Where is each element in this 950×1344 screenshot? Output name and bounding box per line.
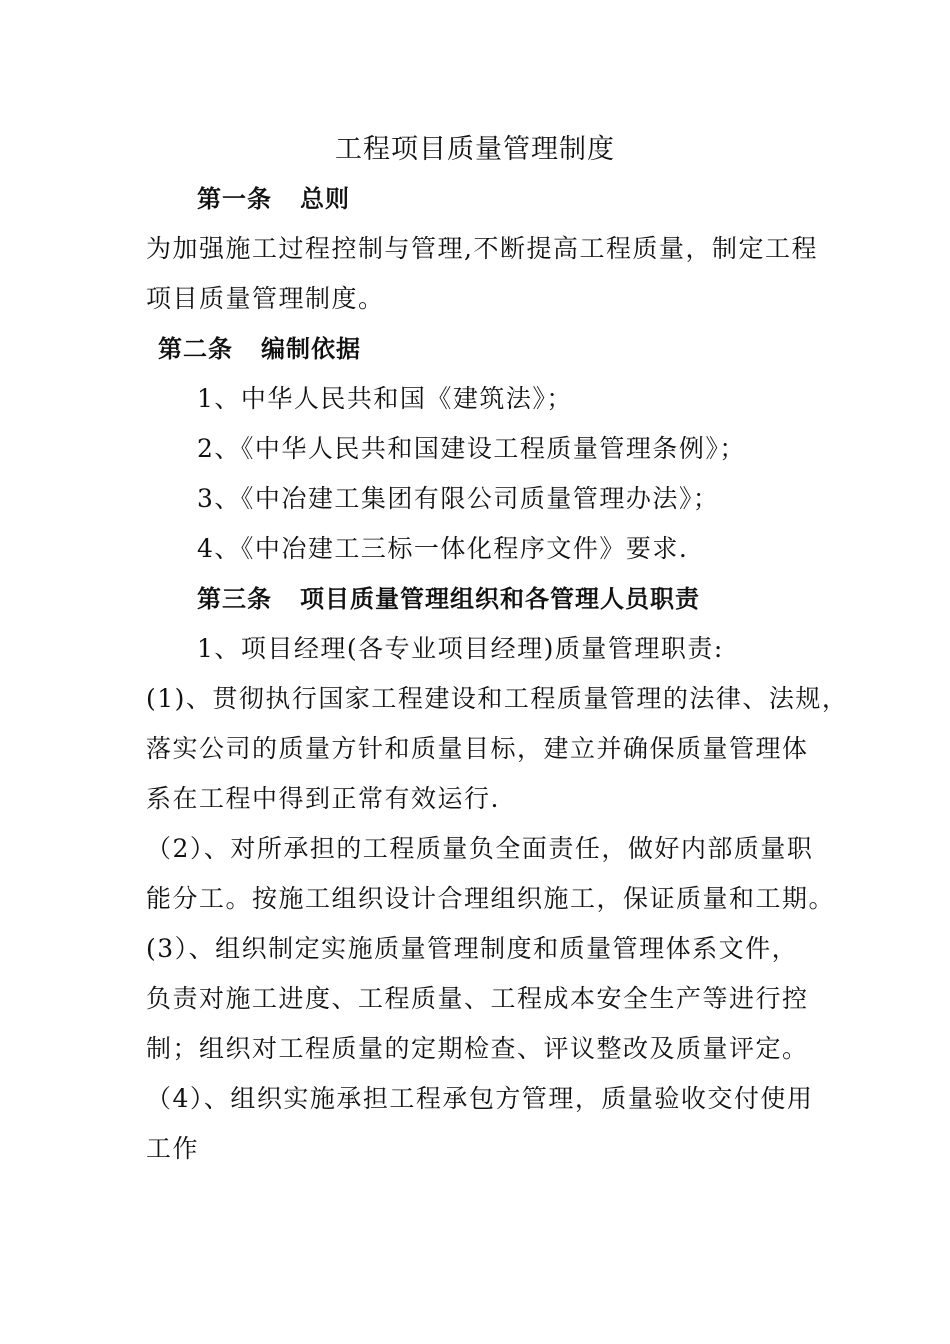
duty-line: (3）、组织制定实施质量管理制度和质量管理体系文件， xyxy=(146,934,799,963)
duty-line: 能分工。按施工组织设计合理组织施工，保证质量和工期。 xyxy=(146,884,836,913)
article3-heading xyxy=(197,584,700,614)
duty-line: (1)、贯彻执行国家工程建设和工程质量管理的法律、法规， xyxy=(146,684,849,713)
duty-line: 工作 xyxy=(146,1134,200,1163)
article3-number: 第三条 xyxy=(197,585,272,613)
article1-body-line1: 为加强施工过程控制与管理,不断提高工程质量，制定工程 xyxy=(146,234,818,263)
document-title: 工程项目质量管理制度 xyxy=(335,134,615,165)
duty-line: （2）、对所承担的工程质量负全面责任，做好内部质量职 xyxy=(146,834,814,863)
basis-item: 4、《中冶建工三标一体化程序文件》要求. xyxy=(197,534,689,563)
duty-line: （4）、组织实施承担工程承包方管理，质量验收交付使用 xyxy=(146,1084,814,1113)
article1-number: 第一条 xyxy=(197,185,272,213)
article2-name: 编制依据 xyxy=(261,335,361,363)
duty-line: 落实公司的质量方针和质量目标，建立并确保质量管理体 xyxy=(146,734,809,763)
duty-line: 制；组织对工程质量的定期检查、评议整改及质量评定。 xyxy=(146,1034,809,1063)
duty-line: 负责对施工进度、工程质量、工程成本安全生产等进行控 xyxy=(146,984,809,1013)
article2-heading xyxy=(158,334,361,364)
basis-item: 1、中华人民共和国《建筑法》； xyxy=(197,384,573,413)
basis-item: 3、《中冶建工集团有限公司质量管理办法》； xyxy=(197,484,720,513)
article3-name: 项目质量管理组织和各管理人员职责 xyxy=(300,585,700,613)
article1-heading xyxy=(197,184,350,214)
article2-number: 第二条 xyxy=(158,335,233,363)
basis-item: 2、《中华人民共和国建设工程质量管理条例》； xyxy=(197,434,746,463)
duty-line: 系在工程中得到正常有效运行. xyxy=(146,784,500,813)
article3-subheading: 1、项目经理(各专业项目经理)质量管理职责: xyxy=(197,634,724,663)
article1-body-line2: 项目质量管理制度。 xyxy=(146,284,385,313)
article1-name: 总则 xyxy=(300,185,350,213)
